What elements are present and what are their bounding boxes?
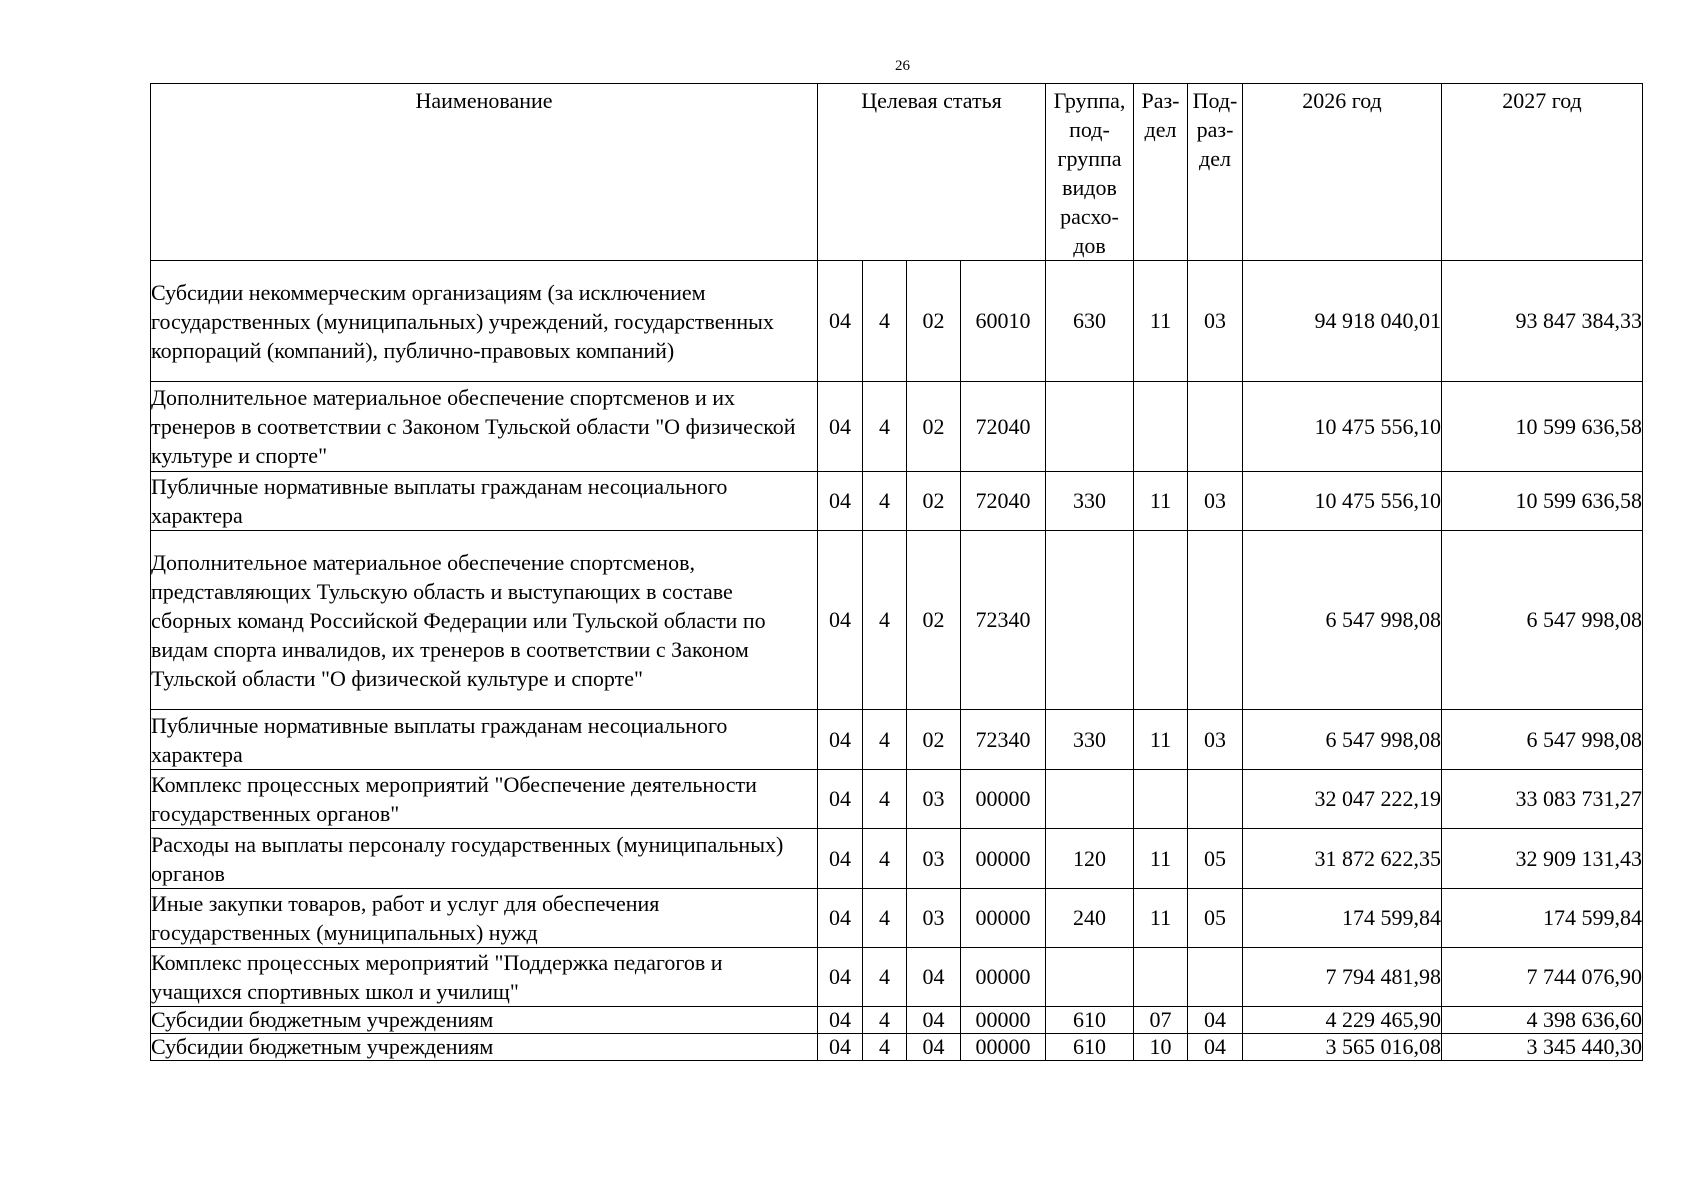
row-amount-2027: 6 547 998,08: [1442, 531, 1643, 710]
row-code-1: 04: [818, 889, 863, 948]
row-code-3: 02: [907, 261, 961, 382]
row-section: [1134, 382, 1188, 472]
row-name: Дополнительное материальное обеспечение спортсменов и их тренеров в соответствии с Законом Тульской области "О физической культуре и спорте": [151, 382, 818, 472]
row-code-3: 04: [907, 1034, 961, 1061]
row-code-2: 4: [863, 770, 907, 829]
row-code-4: 00000: [961, 829, 1046, 889]
row-code-1: 04: [818, 770, 863, 829]
row-subsection: 03: [1188, 710, 1243, 770]
row-code-4: 60010: [961, 261, 1046, 382]
row-code-2: 4: [863, 1007, 907, 1034]
row-name: Субсидии некоммерческим организациям (за исключением государственных (муниципальных) учреждений, государственных корпораций (компаний), публично-правовых компаний): [151, 261, 818, 382]
row-name: Публичные нормативные выплаты гражданам несоциального характера: [151, 710, 818, 770]
table-row: [151, 829, 1643, 889]
row-amount-2026: 32 047 222,19: [1243, 770, 1442, 829]
row-code-4: 72040: [961, 382, 1046, 472]
row-code-3: 03: [907, 829, 961, 889]
row-code-4: 72340: [961, 710, 1046, 770]
row-code-2: 4: [863, 829, 907, 889]
row-expense-group: 330: [1046, 710, 1134, 770]
row-code-3: 03: [907, 889, 961, 948]
row-code-2: 4: [863, 889, 907, 948]
row-code-3: 02: [907, 472, 961, 531]
row-subsection: 03: [1188, 472, 1243, 531]
row-section: 11: [1134, 889, 1188, 948]
table-row: [151, 382, 1643, 472]
row-code-3: 03: [907, 770, 961, 829]
row-code-4: 00000: [961, 770, 1046, 829]
row-name: Иные закупки товаров, работ и услуг для обеспечения государственных (муниципальных) нужд: [151, 889, 818, 948]
row-subsection: 05: [1188, 829, 1243, 889]
row-code-3: 04: [907, 948, 961, 1007]
row-code-2: 4: [863, 531, 907, 710]
row-amount-2027: 3 345 440,30: [1442, 1034, 1643, 1061]
row-amount-2027: 6 547 998,08: [1442, 710, 1643, 770]
row-code-4: 00000: [961, 948, 1046, 1007]
row-subsection: [1188, 948, 1243, 1007]
row-section: 11: [1134, 261, 1188, 382]
row-name: Комплекс процессных мероприятий "Обеспечение деятельности государственных органов": [151, 770, 818, 829]
row-amount-2026: 6 547 998,08: [1243, 710, 1442, 770]
row-amount-2027: 93 847 384,33: [1442, 261, 1643, 382]
row-amount-2027: 174 599,84: [1442, 889, 1643, 948]
row-amount-2026: 4 229 465,90: [1243, 1007, 1442, 1034]
row-amount-2027: 10 599 636,58: [1442, 382, 1643, 472]
row-amount-2027: 33 083 731,27: [1442, 770, 1643, 829]
row-amount-2027: 7 744 076,90: [1442, 948, 1643, 1007]
row-name: Субсидии бюджетным учреждениям: [151, 1007, 818, 1034]
row-subsection: [1188, 382, 1243, 472]
row-code-3: 02: [907, 710, 961, 770]
row-amount-2027: 4 398 636,60: [1442, 1007, 1643, 1034]
table-row: [151, 770, 1643, 829]
row-subsection: 05: [1188, 889, 1243, 948]
row-code-2: 4: [863, 472, 907, 531]
row-section: 11: [1134, 710, 1188, 770]
row-subsection: [1188, 531, 1243, 710]
row-expense-group: 120: [1046, 829, 1134, 889]
row-code-3: 02: [907, 382, 961, 472]
row-amount-2026: 10 475 556,10: [1243, 382, 1442, 472]
row-amount-2026: 174 599,84: [1243, 889, 1442, 948]
row-amount-2026: 6 547 998,08: [1243, 531, 1442, 710]
row-code-1: 04: [818, 382, 863, 472]
row-name: Публичные нормативные выплаты гражданам несоциального характера: [151, 472, 818, 531]
row-amount-2026: 3 565 016,08: [1243, 1034, 1442, 1061]
row-section: 07: [1134, 1007, 1188, 1034]
header-expense-group: Группа, под- группа видов расхо- дов: [1046, 84, 1134, 261]
header-section: Раз- дел: [1134, 84, 1188, 261]
row-name: Комплекс процессных мероприятий "Поддержка педагогов и учащихся спортивных школ и училищ": [151, 948, 818, 1007]
row-expense-group: [1046, 382, 1134, 472]
table-row: [151, 1034, 1643, 1061]
header-year-2026: 2026 год: [1243, 84, 1442, 261]
row-subsection: 04: [1188, 1034, 1243, 1061]
row-code-3: 02: [907, 531, 961, 710]
row-code-1: 04: [818, 261, 863, 382]
row-amount-2027: 32 909 131,43: [1442, 829, 1643, 889]
header-target-article: Целевая статья: [818, 84, 1046, 261]
row-code-4: 00000: [961, 1034, 1046, 1061]
row-section: 11: [1134, 472, 1188, 531]
row-name: Субсидии бюджетным учреждениям: [151, 1034, 818, 1061]
budget-table: [150, 83, 1643, 1061]
row-expense-group: [1046, 531, 1134, 710]
row-expense-group: 610: [1046, 1007, 1134, 1034]
row-code-1: 04: [818, 472, 863, 531]
row-code-3: 04: [907, 1007, 961, 1034]
row-name: Дополнительное материальное обеспечение спортсменов, представляющих Тульскую область и выступающих в составе сборных команд Российской Федерации или Тульской области по видам спорта инвалидов, их тренеров в соответствии с Законом Тульской области "О физической культуре и спорте": [151, 531, 818, 710]
row-amount-2026: 7 794 481,98: [1243, 948, 1442, 1007]
row-name: Расходы на выплаты персоналу государственных (муниципальных) органов: [151, 829, 818, 889]
row-expense-group: [1046, 948, 1134, 1007]
table-row: [151, 1007, 1643, 1034]
row-code-1: 04: [818, 829, 863, 889]
row-amount-2026: 10 475 556,10: [1243, 472, 1442, 531]
row-expense-group: 240: [1046, 889, 1134, 948]
table-row: [151, 948, 1643, 1007]
table-row: [151, 889, 1643, 948]
row-code-2: 4: [863, 948, 907, 1007]
table-row: [151, 261, 1643, 382]
row-code-2: 4: [863, 1034, 907, 1061]
row-subsection: 04: [1188, 1007, 1243, 1034]
row-expense-group: 330: [1046, 472, 1134, 531]
row-amount-2026: 31 872 622,35: [1243, 829, 1442, 889]
row-code-1: 04: [818, 1034, 863, 1061]
row-code-1: 04: [818, 710, 863, 770]
row-code-2: 4: [863, 710, 907, 770]
row-section: [1134, 531, 1188, 710]
row-section: [1134, 948, 1188, 1007]
row-amount-2027: 10 599 636,58: [1442, 472, 1643, 531]
row-code-1: 04: [818, 531, 863, 710]
row-code-4: 00000: [961, 1007, 1046, 1034]
header-name: Наименование: [151, 84, 818, 261]
row-expense-group: [1046, 770, 1134, 829]
row-code-1: 04: [818, 948, 863, 1007]
table-row: [151, 472, 1643, 531]
row-code-1: 04: [818, 1007, 863, 1034]
row-subsection: [1188, 770, 1243, 829]
row-expense-group: 630: [1046, 261, 1134, 382]
row-code-2: 4: [863, 261, 907, 382]
row-expense-group: 610: [1046, 1034, 1134, 1061]
header-subsection: Под- раз- дел: [1188, 84, 1243, 261]
table-row: [151, 531, 1643, 710]
table-row: [151, 710, 1643, 770]
row-code-4: 72040: [961, 472, 1046, 531]
row-code-2: 4: [863, 382, 907, 472]
row-amount-2026: 94 918 040,01: [1243, 261, 1442, 382]
row-section: [1134, 770, 1188, 829]
row-section: 10: [1134, 1034, 1188, 1061]
page-number: 26: [895, 58, 910, 74]
row-section: 11: [1134, 829, 1188, 889]
row-code-4: 72340: [961, 531, 1046, 710]
row-subsection: 03: [1188, 261, 1243, 382]
header-year-2027: 2027 год: [1442, 84, 1643, 261]
row-code-4: 00000: [961, 889, 1046, 948]
header-row: [151, 84, 1643, 261]
